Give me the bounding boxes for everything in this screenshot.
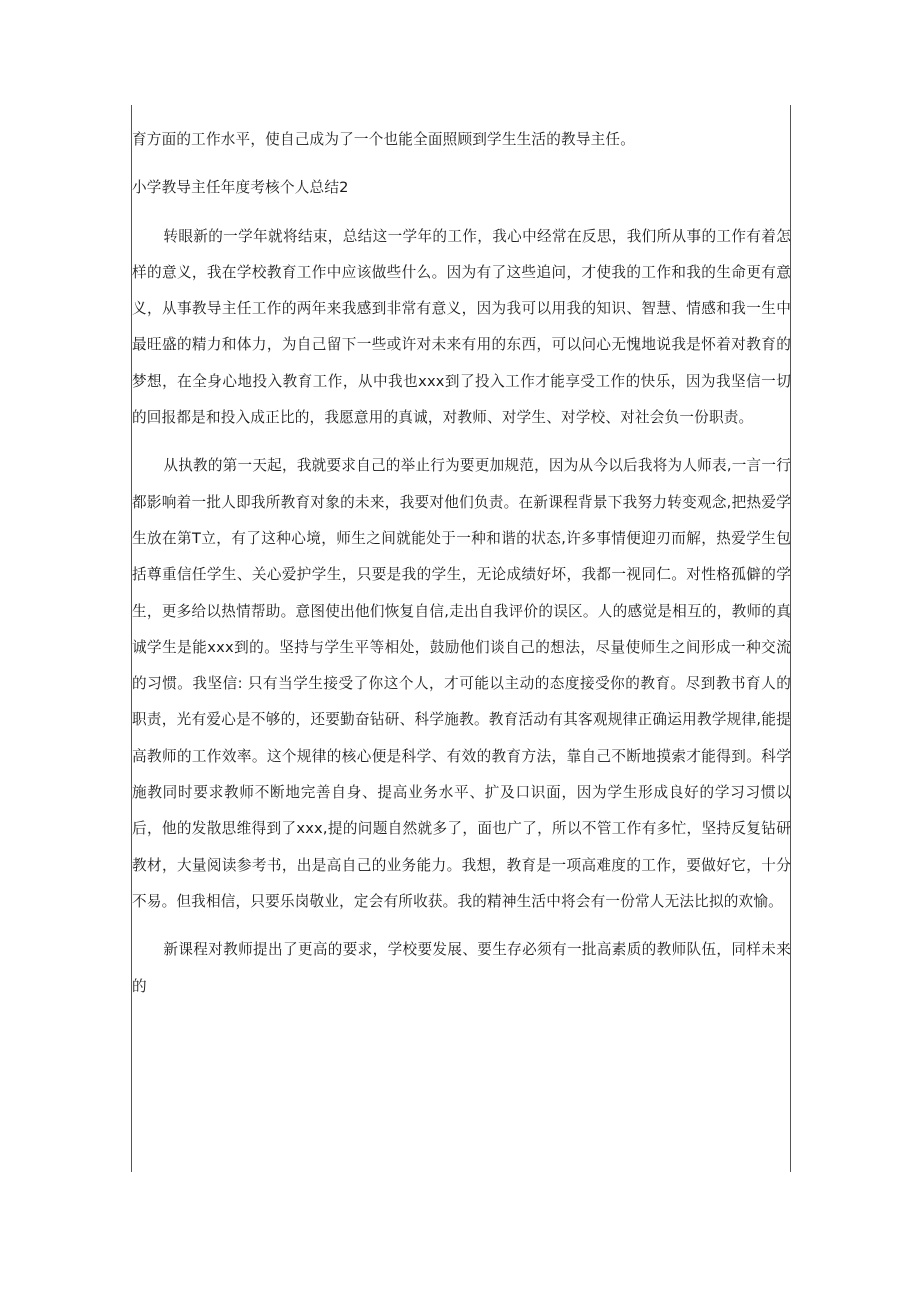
- paragraph-2: 从执教的第一天起，我就要求自己的举止行为要更加规范，因为从今以后我将为人师表,一言一行都影响着一批人即我所教育对象的未来，我要对他们负责。在新课程背景下我努力转变观念,把热爱学生放在第T立，有了这种心境，师生之间就能处于一种和谐的状态,许多事情便迎刃而解，热爱学生包括尊重信任学生、关心爱护学生，只要是我的学生，无论成绩好坏，我都一视同仁。对性格孤僻的学生，更多给以热情帮助。意图使出他们恢复自信,走出自我评价的误区。人的感觉是相互的，教师的真诚学生是能xxx到的。坚持与学生平等相处，鼓励他们谈自己的想法，尽量使师生之间形成一种交流的习惯。我坚信: 只有当学生接受了你这个人，才可能以主动的态度接受你的教育。尽到教书育人的职责，光有爱心是不够的，还要勤奋钻研、科学施教。教育活动有其客观规律正确运用教学规律,能提高教师的工作效率。这个规律的核心便是科学、有效的教育方法，靠自己不断地摸索才能得到。科学施教同时要求教师不断地完善自身、提高业务水平、扩及口识面，因为学生形成良好的学习习惯以后，他的发散思维得到了xxx,提的问题自然就多了，面也广了，所以不管工作有多忙，坚持反复钻研教材，大量阅读参考书，出是高自己的业务能力。我想，教育是一项高难度的工作，要做好它，十分不易。但我相信，只要乐岗敬业，定会有所收获。我的精神生活中将会有一份常人无法比拟的欢愉。: [132, 457, 791, 910]
- paragraph-3: 新课程对教师提出了更高的要求，学校要发展、要生存必须有一批高素质的教师队伍，同样未来的: [132, 941, 791, 995]
- document-body: [132, 122, 791, 1005]
- paragraph-1: 转眼新的一学年就将结束，总结这一学年的工作，我心中经常在反思，我们所从事的工作有着怎样的意义，我在学校教育工作中应该做些什么。因为有了这些追问，才使我的工作和我的生命更有意义，从事教导主任工作的两年来我感到非常有意义，因为我可以用我的知识、智慧、情感和我一生中最旺盛的精力和体力，为自己留下一些或许对未来有用的东西，可以问心无愧地说我是怀着对教育的梦想，在全身心地投入教育工作，从中我也xxx到了投入工作才能享受工作的快乐，因为我坚信一切的回报都是和投入成正比的，我愿意用的真诚，对教师、对学生、对学校、对社会负一份职责。: [132, 227, 791, 427]
- section-heading: 小学教导主任年度考核个人总结2: [132, 179, 349, 197]
- intro-line: 育方面的工作水平，使自己成为了一个也能全面照顾到学生生活的教导主任。: [132, 131, 635, 148]
